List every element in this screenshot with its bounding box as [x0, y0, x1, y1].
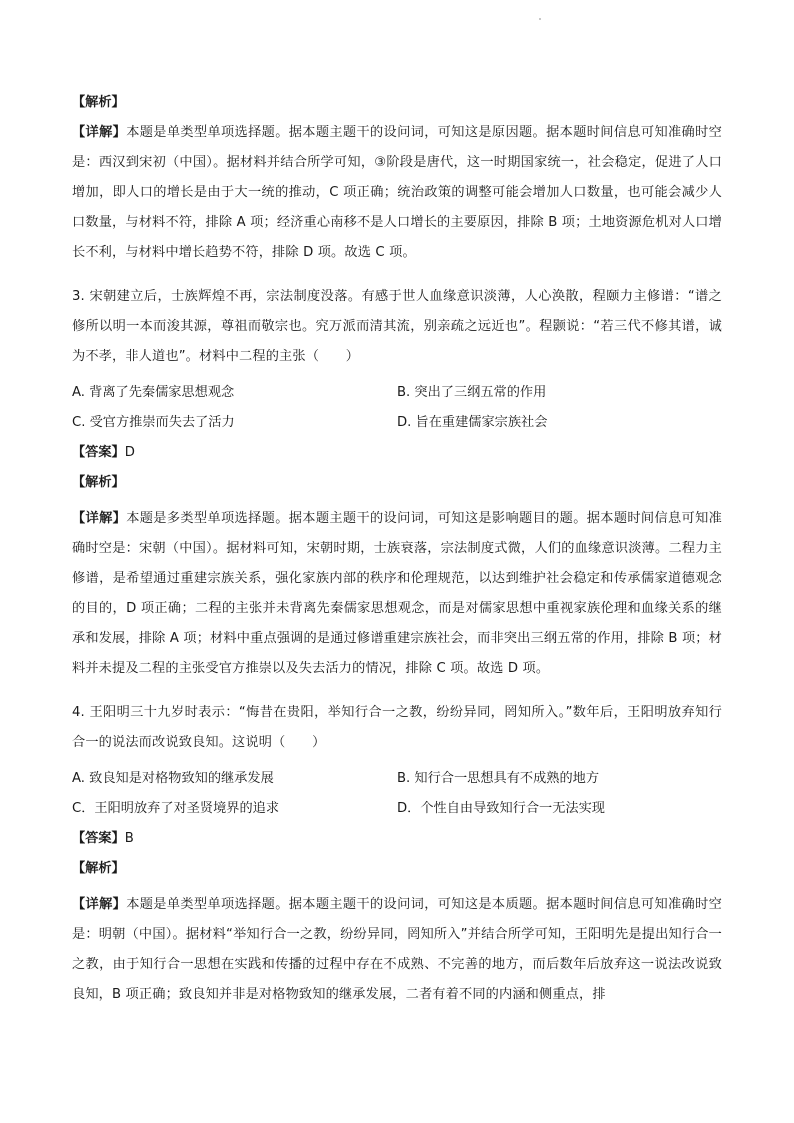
q4-option-c: C．王阳明放弃了对圣贤境界的追求	[72, 801, 280, 816]
question-3-options	[72, 378, 722, 438]
detail-paragraph-3	[72, 504, 722, 684]
page-mark	[539, 18, 541, 20]
detail-label: 【详解】	[72, 897, 127, 912]
q3-option-a: A. 背离了先秦儒家思想观念	[72, 385, 235, 400]
q3-option-d: D. 旨在重建儒家宗族社会	[397, 415, 548, 430]
document-page	[72, 88, 722, 1010]
answer-label: 【答案】	[72, 445, 125, 460]
q3-option-b: B. 突出了三纲五常的作用	[397, 385, 547, 400]
detail-paragraph-4	[72, 890, 722, 1010]
question-4-stem: 4. 王阳明三十九岁时表示：“悔昔在贵阳，举知行合一之教，纷纷异同，罔知所入。”数年后，王阳明放弃知行合一的说法而改说致良知。这说明（ ）	[72, 705, 722, 750]
q4-option-b: B. 知行合一思想具有不成熟的地方	[397, 771, 600, 786]
analysis-heading-1	[72, 88, 722, 118]
detail-label: 【详解】	[72, 511, 127, 526]
q4-option-d: D．个性自由导致知行合一无法实现	[397, 801, 605, 816]
answer-label: 【答案】	[72, 831, 125, 846]
question-4-options	[72, 764, 722, 824]
answer-line-4	[72, 824, 722, 854]
q3-option-c: C. 受官方推崇而失去了活力	[72, 415, 235, 430]
detail-text-3: 本题是多类型单项选择题。据本题主题干的设问词，可知这是影响题目的题。据本题时间信息可知准确时空是：宋朝（中国）。据材料可知，宋朝时期，士族衰落，宗法制度式微，人们的血缘意识淡薄。二程力主修谱，是希望通过重建宗族关系，强化家族内部的秩序和伦理规范，以达到维护社会稳定和传承儒家道德观念的目的，D 项正确；二程的主张并未背离先秦儒家思想观念，而是对儒家思想中重视家族伦理和血缘关系的继承和发展，排除 A 项；材料中重点强调的是通过修谱重建宗族社会，而非突出三纲五常的作用，排除 B 项；材料并未提及二程的主张受官方推崇以及失去活力的情况，排除 C 项。故选 D 项。	[72, 511, 722, 676]
answer-value-4: B	[124, 831, 134, 846]
analysis-label: 【解析】	[72, 95, 125, 110]
answer-value-3: D	[124, 445, 135, 460]
analysis-heading-4	[72, 854, 722, 884]
detail-text-1: 本题是单类型单项选择题。据本题主题干的设问词，可知这是原因题。据本题时间信息可知准确时空是：西汉到宋初（中国）。据材料并结合所学可知，③阶段是唐代，这一时期国家统一，社会稳定，促进了人口增加，即人口的增长是由于大一统的推动，C 项正确；统治政策的调整可能会增加人口数量，也可能会减少人口数量，与材料不符，排除 A 项；经济重心南移不是人口增长的主要原因，排除 B 项；土地资源危机对人口增长不利，与材料中增长趋势不符，排除 D 项。故选 C 项。	[72, 125, 722, 260]
detail-text-4: 本题是单类型单项选择题。据本题主题干的设问词，可知这是本质题。据本题时间信息可知准确时空是：明朝（中国）。据材料“举知行合一之教，纷纷异同，罔知所入”并结合所学可知，王阳明先是提出知行合一之教，由于知行合一思想在实践和传播的过程中存在不成熟、不完善的地方，而后数年后放弃这一说法改说致良知，B 项正确；致良知并非是对格物致知的继承发展，二者有着不同的内涵和侧重点，排	[72, 897, 722, 1002]
q4-option-a: A. 致良知是对格物致知的继承发展	[72, 771, 274, 786]
question-3-stem: 3. 宋朝建立后，士族辉煌不再，宗法制度没落。有感于世人血缘意识淡薄，人心涣散，程颐力主修谱：“谱之修所以明一本而浚其源，尊祖而敬宗也。究万派而清其流，别亲疏之远近也”。程颢说：“若三代不修其谱，诚为不孝，非人道也”。材料中二程的主张（ ）	[72, 289, 722, 364]
detail-paragraph-1	[72, 118, 722, 268]
detail-label: 【详解】	[72, 125, 127, 140]
analysis-label: 【解析】	[72, 475, 125, 490]
analysis-heading-3	[72, 468, 722, 498]
answer-line-3	[72, 438, 722, 468]
analysis-label: 【解析】	[72, 861, 125, 876]
